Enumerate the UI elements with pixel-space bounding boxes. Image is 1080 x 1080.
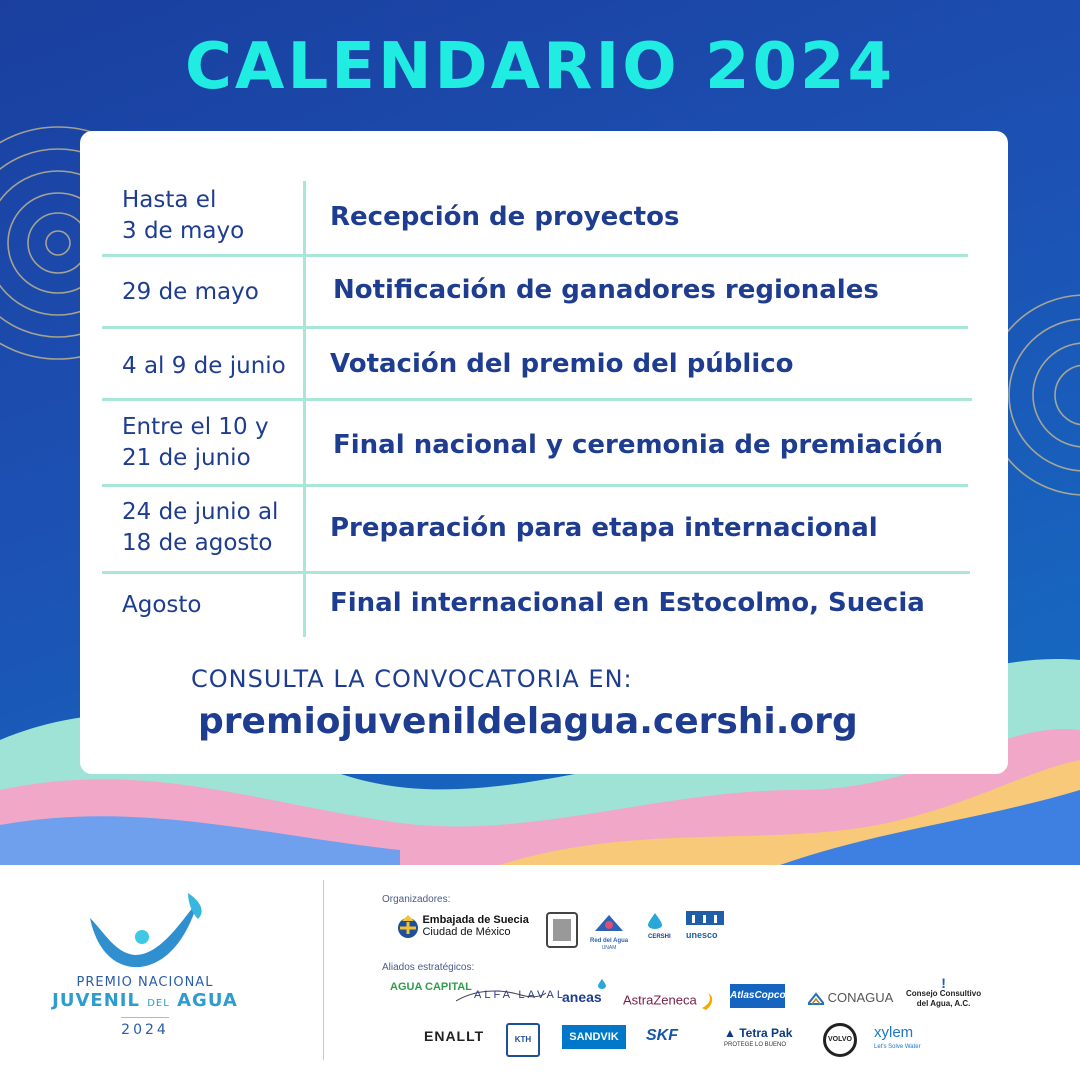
schedule-row [102, 257, 966, 327]
enallt-logo: ENALLT [424, 1028, 485, 1044]
tetra-pak-triangle-icon: ▲ [724, 1026, 736, 1040]
brand-line-2: JUVENIL DEL AGUA [52, 990, 238, 1011]
aneas-logo: aneas [562, 989, 602, 1005]
alfa-laval-logo: ALFA LAVAL [456, 985, 546, 1012]
consult-label: CONSULTA LA CONVOCATORIA EN: [191, 665, 633, 693]
brand-block [50, 893, 240, 1038]
unesco-logo: unesco [686, 911, 724, 940]
schedule-date: Hasta el 3 de mayo [122, 187, 245, 244]
tetra-pak-logo: ▲ Tetra Pak PROTEGE LO BUENO [724, 1026, 793, 1048]
schedule-event: Preparación para etapa internacional [330, 513, 878, 543]
schedule-date: 24 de junio al 18 de agosto [122, 499, 279, 556]
website-link[interactable]: premiojuvenildelagua.cershi.org [198, 701, 858, 742]
schedule-date: Entre el 10 y 21 de junio [122, 414, 269, 471]
footer [0, 865, 1080, 1080]
unesco-temple-icon [686, 911, 724, 925]
water-drop-logo-icon [80, 893, 210, 973]
red-del-agua-logo: Red del Agua UNAM [590, 913, 628, 951]
allies-label: Aliados estratégicos: [382, 962, 475, 973]
xylem-logo: xylem Let's Solve Water [874, 1024, 921, 1050]
kth-logo: KTH [506, 1023, 540, 1057]
agua-capital-logo: AGUA CAPITAL [390, 981, 472, 993]
embajada-suecia-logo: Embajada de Suecia Ciudad de México [398, 913, 529, 939]
brand-line-1: PREMIO NACIONAL [76, 975, 214, 990]
schedule-row [102, 401, 966, 485]
schedule-row [102, 574, 966, 634]
conagua-logo: CONAGUA [808, 990, 893, 1006]
schedule-row [102, 183, 966, 253]
schedule-row [102, 329, 966, 399]
schedule-row [102, 487, 966, 571]
water-drop-icon [598, 979, 606, 989]
volvo-logo: VOLVO [823, 1023, 857, 1057]
atlas-copco-logo: AtlasCopco [730, 984, 785, 1008]
page-title: CALENDARIO 2024 [184, 30, 896, 104]
schedule-event: Notificación de ganadores regionales [333, 275, 879, 305]
schedule-date: 4 al 9 de junio [122, 353, 286, 379]
astrazeneca-logo: AstraZeneca [623, 992, 714, 1010]
schedule-event: Final internacional en Estocolmo, Suecia [330, 588, 925, 618]
skf-logo: SKF [646, 1027, 678, 1044]
water-drop-icon [648, 913, 662, 929]
schedule-event: Votación del premio del público [330, 349, 794, 379]
schedule-event: Recepción de proyectos [330, 202, 680, 232]
calendar-card [80, 131, 1008, 774]
schedule-event: Final nacional y ceremonia de premiación [333, 430, 944, 460]
red-del-agua-icon [593, 913, 625, 933]
cershi-logo: CERSHI [648, 913, 671, 940]
footer-divider [323, 880, 324, 1060]
sandvik-logo: SANDVIK [562, 1025, 626, 1049]
unam-logo-icon [546, 912, 578, 948]
conagua-emblem-icon [808, 992, 824, 1006]
consejo-consultivo-logo: ! Consejo Consultivo del Agua, A.C. [906, 975, 982, 1008]
brand-year: 2024 [121, 1017, 169, 1038]
schedule-date: 29 de mayo [122, 279, 259, 305]
organizers-label: Organizadores: [382, 894, 451, 905]
schedule-date: Agosto [122, 592, 202, 618]
astrazeneca-swirl-icon [700, 992, 714, 1010]
sweden-crown-icon [398, 913, 418, 939]
